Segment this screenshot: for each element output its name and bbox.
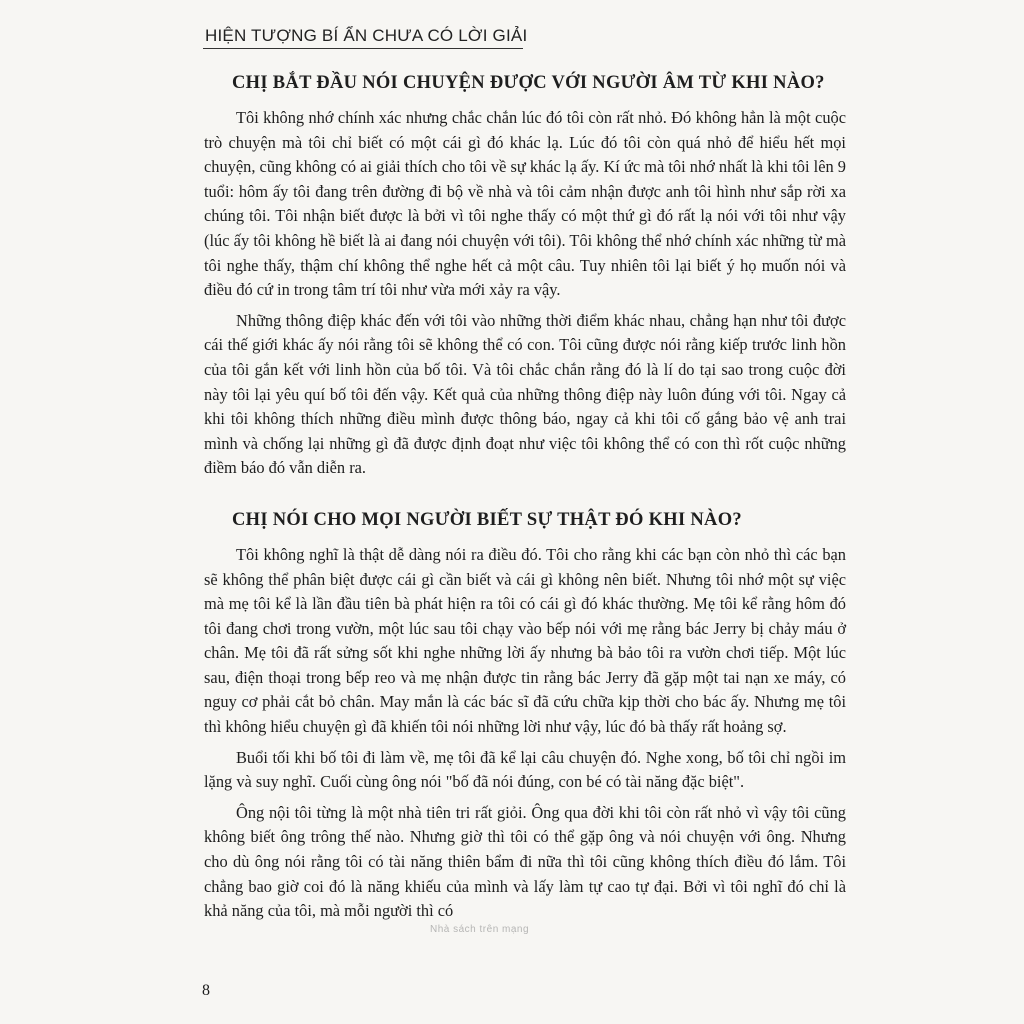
running-head: HIỆN TƯỢNG BÍ ẨN CHƯA CÓ LỜI GIẢI	[205, 26, 528, 45]
page-content	[204, 66, 846, 924]
paragraph: Ông nội tôi từng là một nhà tiên tri rất giỏi. Ông qua đời khi tôi còn rất nhỏ vì vậy tôi cũng không biết ông trông thế nào. Nhưng giờ thì tôi có thể gặp ông và nói chuyện với ông. Nhưng cho dù ông nói rằng tôi có tài năng thiên bẩm đi nữa thì tôi cũng không thích điều đó lắm. Tôi chẳng bao giờ coi đó là năng khiếu của mình và lấy làm tự cao tự đại. Bởi vì tôi nghĩ đó chỉ là khả năng của tôi, mà mỗi người thì có	[204, 802, 846, 921]
watermark: Nhà sách trên mạng	[430, 924, 530, 935]
paragraph: Buổi tối khi bố tôi đi làm về, mẹ tôi đã kể lại câu chuyện đó. Nghe xong, bố tôi chỉ ngồi im lặng và suy nghĩ. Cuối cùng ông nói "bố đã nói đúng, con bé có tài năng đặc biệt".	[204, 747, 846, 792]
section-heading-1: CHỊ BẮT ĐẦU NÓI CHUYỆN ĐƯỢC VỚI NGƯỜI ÂM TỪ KHI NÀO?	[232, 73, 825, 93]
section-heading-2: CHỊ NÓI CHO MỌI NGƯỜI BIẾT SỰ THẬT ĐÓ KHI NÀO?	[232, 509, 742, 530]
paragraph: Tôi không nhớ chính xác nhưng chắc chắn lúc đó tôi còn rất nhỏ. Đó không hẳn là một cuộc trò chuyện mà tôi chỉ biết có một cái gì đó khác lạ. Lúc đó tôi còn quá nhỏ để hiểu hết mọi chuyện, cũng không có ai giải thích cho tôi về sự khác lạ ấy. Kí ức mà tôi nhớ nhất là khi tôi lên 9 tuổi: hôm ấy tôi đang trên đường đi bộ về nhà và tôi cảm nhận được anh tôi hình như sắp rời xa chúng tôi. Tôi nhận biết được là bởi vì tôi nghe thấy có một thứ gì đó rất lạ nói với tôi như vậy (lúc ấy tôi không hề biết là ai đang nói chuyện với tôi). Tôi không thể nhớ chính xác những từ mà tôi nghe thấy, thậm chí không thể nghe hết cả một câu. Tuy nhiên tôi lại biết ý họ muốn nói và điều đó cứ in trong tâm trí tôi như vừa mới xảy ra vậy.	[204, 108, 846, 300]
running-head-rule	[203, 48, 523, 49]
page-number: 8	[202, 982, 210, 999]
paragraph: Tôi không nghĩ là thật dễ dàng nói ra điều đó. Tôi cho rằng khi các bạn còn nhỏ thì các bạn sẽ không thể phân biệt được cái gì cần biết và cái gì không nên biết. Nhưng tôi nhớ một sự việc mà mẹ tôi kể là lần đầu tiên bà phát hiện ra tôi có cái gì đó khác thường. Mẹ tôi kể rằng hôm đó tôi đang chơi trong vườn, một lúc sau tôi chạy vào bếp nói với mẹ rằng bác Jerry bị chảy máu ở chân. Mẹ tôi đã rất sửng sốt khi nghe những lời ấy nhưng bà bảo tôi ra vườn chơi tiếp. Một lúc sau, điện thoại trong bếp reo và mẹ nhận được tin rằng bác Jerry đã gặp một tai nạn xe máy, có nguy cơ phải cắt bỏ chân. May mắn là các bác sĩ đã cứu chữa kịp thời cho bác ấy. Nhưng mẹ tôi thì không hiểu chuyện gì đã khiến tôi nói những lời như vậy, lúc đó bà thấy rất hoảng sợ.	[204, 544, 846, 737]
paragraph: Những thông điệp khác đến với tôi vào những thời điểm khác nhau, chẳng hạn như tôi được cái thế giới khác ấy nói rằng tôi sẽ không thể có con. Tôi cũng được nói rằng kiếp trước linh hồn của tôi gắn kết với linh hồn của bố tôi. Và tôi chắc chắn rằng đó là lí do tại sao trong cuộc đời này tôi lại yêu quí bố tôi đến vậy. Kết quả của những thông điệp này luôn đúng với tôi. Ngay cả khi tôi không thích những điều mình được thông báo, ngay cả khi tôi cố gắng bảo vệ anh trai mình và chống lại những gì đã được định đoạt như việc tôi không thể có con thì rốt cuộc những điềm báo đó vẫn diễn ra.	[204, 310, 846, 478]
